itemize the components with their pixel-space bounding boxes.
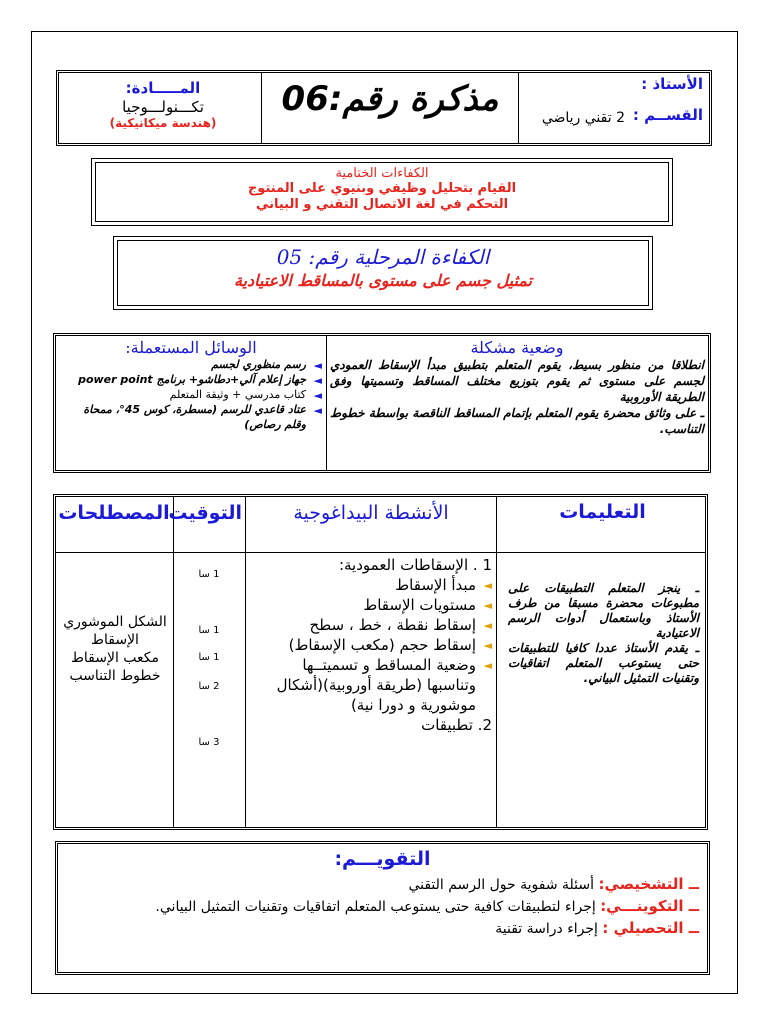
- activity-item: ◄ إسقاط نقطة ، خط ، سطح: [250, 615, 492, 635]
- evaluation-summative: [66, 918, 699, 940]
- activity-item: ◄ مستويات الإسقاط: [250, 595, 492, 615]
- evaluation-body: [58, 874, 707, 940]
- evaluation-box: [55, 841, 710, 975]
- stage-competency-subtitle: تمثيل جسم على مستوى بالمساقط الاعتيادية: [233, 271, 533, 290]
- timing-4: 2 سا: [198, 681, 220, 692]
- formative-label: ــ التكوينـــي:: [600, 897, 699, 915]
- instruction-item: ـ يقدم الأستاذ عددا كافيا للتطبيقات حتى يستوعب المتعلم اتفاقيات وتقنيات التمثيل البياني.: [508, 641, 699, 685]
- evaluation-diagnostic: [66, 874, 699, 896]
- memo-title: مذكرة رقم:06: [281, 79, 499, 119]
- tools-item: ◄ عتاد قاعدي للرسم (مسطرة، كوس 45°، ممحاة وقلم رصاص): [60, 402, 322, 432]
- activities-section-1: 1 . الإسقاطات العمودية:: [338, 556, 492, 574]
- formative-text: إجراء لتطبيقات كافية حتى يستوعب المتعلم اتفاقيات وتقنيات التمثيل البياني.: [155, 899, 596, 915]
- summative-text: إجراء دراسة تقنية: [495, 921, 598, 937]
- timing-3: 1 سا: [198, 652, 220, 663]
- activity-item: ◄ وضعية المساقط و تسميتــها وتناسبها (طريقة أوروبية)(أشكال موشورية و دورا نية): [250, 655, 492, 715]
- final-competencies-line1: القيام بتحليل وظيفي وبنيوي على المنتوج: [247, 181, 517, 196]
- final-competencies-title: الكفاءات الختامية: [335, 166, 429, 181]
- problem-situation-para2: ـ على وثائق محضرة يقوم المتعلم بإتمام المساقط الناقصة بواسطة خطوط التناسب.: [330, 406, 704, 436]
- activities-section-2: 2. تطبيقات: [421, 716, 492, 734]
- instruction-item: ـ ينجز المتعلم التطبيقات على مطبوعات محضرة مسبقا من طرف الأستاذ وباستعمال أدوات الرسم الاعتيادية: [508, 581, 699, 640]
- final-competencies-inner: [95, 162, 669, 222]
- final-competencies-box: [91, 158, 673, 226]
- evaluation-formative: [66, 896, 699, 918]
- teacher-label: الأستاذ :: [641, 75, 703, 93]
- stage-competency-title: الكفاءة المرحلية رقم: 05: [276, 245, 490, 269]
- subject-note: (هندسة ميكانيكية): [109, 116, 217, 130]
- timing-5: 3 سا: [198, 737, 220, 748]
- instructions-cell: [508, 581, 699, 686]
- diagnostic-label: ــ التشخيصي:: [598, 875, 699, 893]
- subject-cell: [59, 73, 267, 143]
- tools-item: ◄ رسم منظوري لجسم: [60, 357, 322, 372]
- term-item: الشكل الموشوري: [63, 614, 167, 630]
- title-cell: [261, 73, 518, 143]
- problem-tools-table: [53, 333, 711, 473]
- activity-item: ◄ إسقاط حجم (مكعب الإسقاط): [250, 635, 492, 655]
- activity-item: ◄ مبدأ الإسقاط: [250, 575, 492, 595]
- activities-list: [250, 575, 492, 715]
- header-instructions: التعليمات: [559, 501, 646, 523]
- lesson-table: [53, 494, 708, 830]
- teacher-cell: [518, 73, 709, 143]
- term-item: الإسقاط: [91, 632, 139, 648]
- stage-competency-box: [113, 236, 653, 310]
- problem-situation-para1: انطلاقا من منظور بسيط، يقوم المتعلم بتطبيق مبدأ الإسقاط العمودي لجسم على مستوى ثم يقوم بتوزيع مختلف المساقط وتسميتها وفق الطريقة الأوروبية: [330, 358, 704, 404]
- header-terms: المصطلحات: [58, 502, 170, 524]
- activities-cell: [250, 555, 492, 735]
- tools-list: [60, 357, 322, 432]
- diagnostic-text: أسئلة شفوية حول الرسم التقني: [408, 877, 595, 893]
- tools-cell: [60, 338, 322, 468]
- final-competencies-line2: التحكم في لغة الاتصال التقني و البياني: [255, 197, 509, 212]
- header-timing: التوقيت: [168, 502, 242, 524]
- header-table: [56, 70, 712, 146]
- header-activities: الأنشطة البيداغوجية: [293, 502, 449, 524]
- terms-cell: [60, 613, 170, 685]
- evaluation-title: التقويـــم:: [334, 848, 431, 870]
- tools-title: الوسائل المستعملة:: [125, 338, 257, 357]
- timing-2: 1 سا: [198, 625, 220, 636]
- class-label: القســم :: [632, 106, 703, 124]
- stage-competency-inner: [117, 240, 649, 306]
- tools-item: ◄ جهاز إعلام آلي+دطاشو+ برنامج power point: [60, 372, 322, 387]
- term-item: خطوط التناسب: [69, 668, 161, 684]
- timing-1: 1 سا: [198, 569, 220, 580]
- term-item: مكعب الإسقاط: [70, 650, 160, 666]
- subject-value: تكـــنولـــوجيا: [122, 98, 204, 116]
- problem-situation-cell: [330, 338, 704, 468]
- subject-label: المـــــادة:: [125, 79, 201, 97]
- problem-situation-title: وضعية مشكلة: [470, 338, 564, 357]
- class-value: 2 تقني رياضي: [541, 110, 625, 126]
- tools-item: ◄ كتاب مدرسي + وثيقة المتعلم: [60, 387, 322, 402]
- summative-label: ــ التحصيلي :: [602, 919, 699, 937]
